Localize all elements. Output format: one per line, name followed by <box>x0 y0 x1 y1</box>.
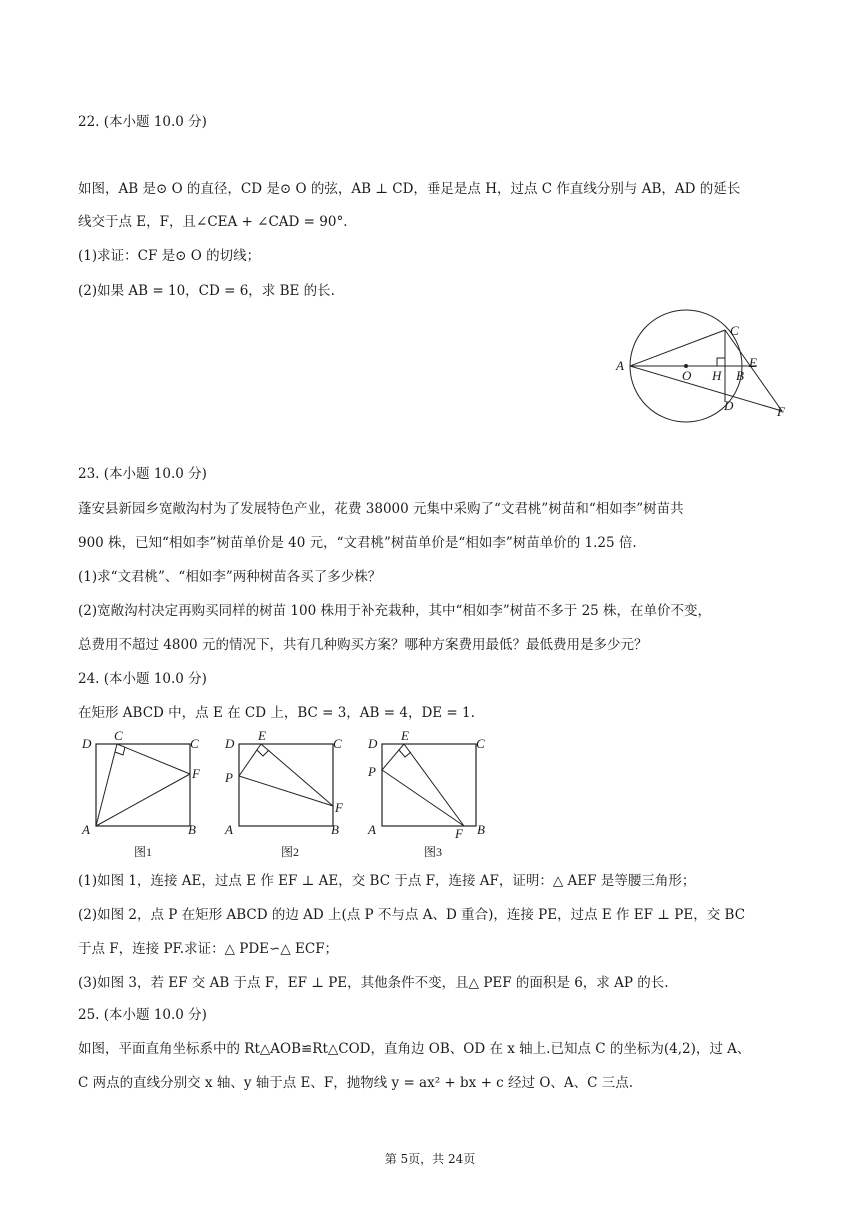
fig1-label-d: D <box>82 736 92 751</box>
fig2-p-e <box>239 744 261 776</box>
q23-line2: 900 株，已知“相如李”树苗单价是 40 元，“文君桃”树苗单价是“相如李”树苗单价的 1.25 倍. <box>78 535 637 551</box>
fig2-label-f: F <box>335 800 343 815</box>
fig1-a-e <box>96 744 117 826</box>
right-angle-mark-h <box>717 358 725 366</box>
fig1-label-a: A <box>82 822 90 837</box>
fig1-label-e: C <box>114 728 123 743</box>
q23-header: 23. (本小题 10.0 分) <box>78 466 207 482</box>
q23-line1: 蓬安县新园乡宽敞沟村为了发展特色产业，花费 38000 元集中采购了“文君桃”树苗和“相如李”树苗共 <box>78 501 684 517</box>
figure-3 <box>367 728 485 859</box>
fig3-label-p: P <box>368 764 376 779</box>
fig2-right-angle-mark <box>257 750 269 756</box>
q22-line2: 线交于点 E，F，且∠CEA + ∠CAD = 90°. <box>78 214 348 230</box>
fig3-label-e: E <box>401 728 409 743</box>
fig3-label-a: A <box>368 822 376 837</box>
fig1-label-c: C <box>190 736 199 751</box>
label-d: D <box>724 398 734 413</box>
q22-circle-figure <box>610 308 800 426</box>
fig3-caption: 图3 <box>424 845 443 859</box>
q24-line1: 在矩形 ABCD 中，点 E 在 CD 上，BC = 3，AB = 4，DE = 1. <box>78 705 475 721</box>
q24-line2: (1)如图 1，连接 AE，过点 E 作 EF ⊥ AE，交 BC 于点 F，连接 AF，证明：△ AEF 是等腰三角形； <box>78 873 696 889</box>
q24-header: 24. (本小题 10.0 分) <box>78 671 207 687</box>
q25-header: 25. (本小题 10.0 分) <box>78 1007 207 1023</box>
fig2-e-f <box>261 744 333 806</box>
q23-line3: (1)求“文君桃”、“相如李”两种树苗各买了多少株？ <box>78 569 382 585</box>
fig2-caption: 图2 <box>281 845 300 859</box>
q24-line3: (2)如图 2，点 P 在矩形 ABCD 的边 AD 上(点 P 不与点 A、D 重合)，连接 PE，过点 E 作 EF ⊥ PE，交 BC <box>78 907 746 923</box>
label-f: F <box>777 404 785 419</box>
q24-figures <box>78 728 508 862</box>
fig2-label-b: B <box>331 822 339 837</box>
fig2-label-a: A <box>225 822 233 837</box>
segment-c-f <box>725 330 782 411</box>
page-footer: 第 5页，共 24页 <box>384 1152 476 1166</box>
label-b: B <box>736 368 744 383</box>
fig1-e-f <box>117 744 190 774</box>
fig3-e-f <box>404 744 464 826</box>
fig2-label-d: D <box>225 736 235 751</box>
fig3-label-d: D <box>368 736 378 751</box>
figure-2 <box>224 728 344 859</box>
label-e: E <box>749 355 757 370</box>
fig1-label-f: F <box>192 766 200 781</box>
label-c: C <box>730 323 739 338</box>
fig2-label-c: C <box>333 736 342 751</box>
label-h: H <box>712 368 722 383</box>
fig1-label-b: B <box>188 822 196 837</box>
segment-a-f <box>630 366 782 411</box>
fig1-caption: 图1 <box>134 845 153 859</box>
segment-a-c <box>630 330 725 366</box>
q22-header: 22. (本小题 10.0 分) <box>78 114 207 130</box>
q22-line3: (1)求证：CF 是⊙ O 的切线； <box>78 248 261 264</box>
fig3-label-f: F <box>455 826 463 841</box>
q22-line4: (2)如果 AB = 10，CD = 6，求 BE 的长. <box>78 283 335 299</box>
fig3-label-b: B <box>477 822 485 837</box>
figure-1 <box>81 728 201 859</box>
fig1-right-angle-mark <box>115 747 125 755</box>
q25-line1: 如图，平面直角坐标系中的 Rt△AOB≌Rt△COD，直角边 OB、OD 在 x 轴上.已知点 C 的坐标为(4,2)，过 A、 <box>78 1041 751 1057</box>
label-a: A <box>616 358 624 373</box>
rect-abcd-1 <box>96 744 190 826</box>
label-o: O <box>682 368 692 383</box>
fig2-p-f <box>239 776 333 806</box>
fig3-p-f <box>382 770 464 826</box>
rect-abcd-3 <box>382 744 476 826</box>
q25-line2: C 两点的直线分别交 x 轴、y 轴于点 E、F，抛物线 y = ax² + bx + c 经过 O、A、C 三点. <box>78 1075 634 1091</box>
fig2-label-e: E <box>258 728 266 743</box>
fig3-label-c: C <box>476 736 485 751</box>
fig2-label-p: P <box>225 770 233 785</box>
fig1-a-f <box>96 774 190 826</box>
q23-line4: (2)宽敞沟村决定再购买同样的树苗 100 株用于补充栽种，其中“相如李”树苗不多于 25 株，在单价不变， <box>78 603 712 619</box>
q23-line5: 总费用不超过 4800 元的情况下，共有几种购买方案？哪种方案费用最低？最低费用是多少元？ <box>78 637 648 653</box>
q22-line1: 如图，AB 是⊙ O 的直径，CD 是⊙ O 的弦，AB ⊥ CD，垂足是点 H，过点 C 作直线分别与 AB，AD 的延长 <box>78 181 741 197</box>
q24-line4: 于点 F，连接 PF.求证：△ PDE∽△ ECF； <box>78 941 339 957</box>
q24-line5: (3)如图 3，若 EF 交 AB 于点 F，EF ⊥ PE，其他条件不变，且△ PEF 的面积是 6，求 AP 的长. <box>78 975 669 991</box>
fig3-p-e <box>382 744 404 770</box>
